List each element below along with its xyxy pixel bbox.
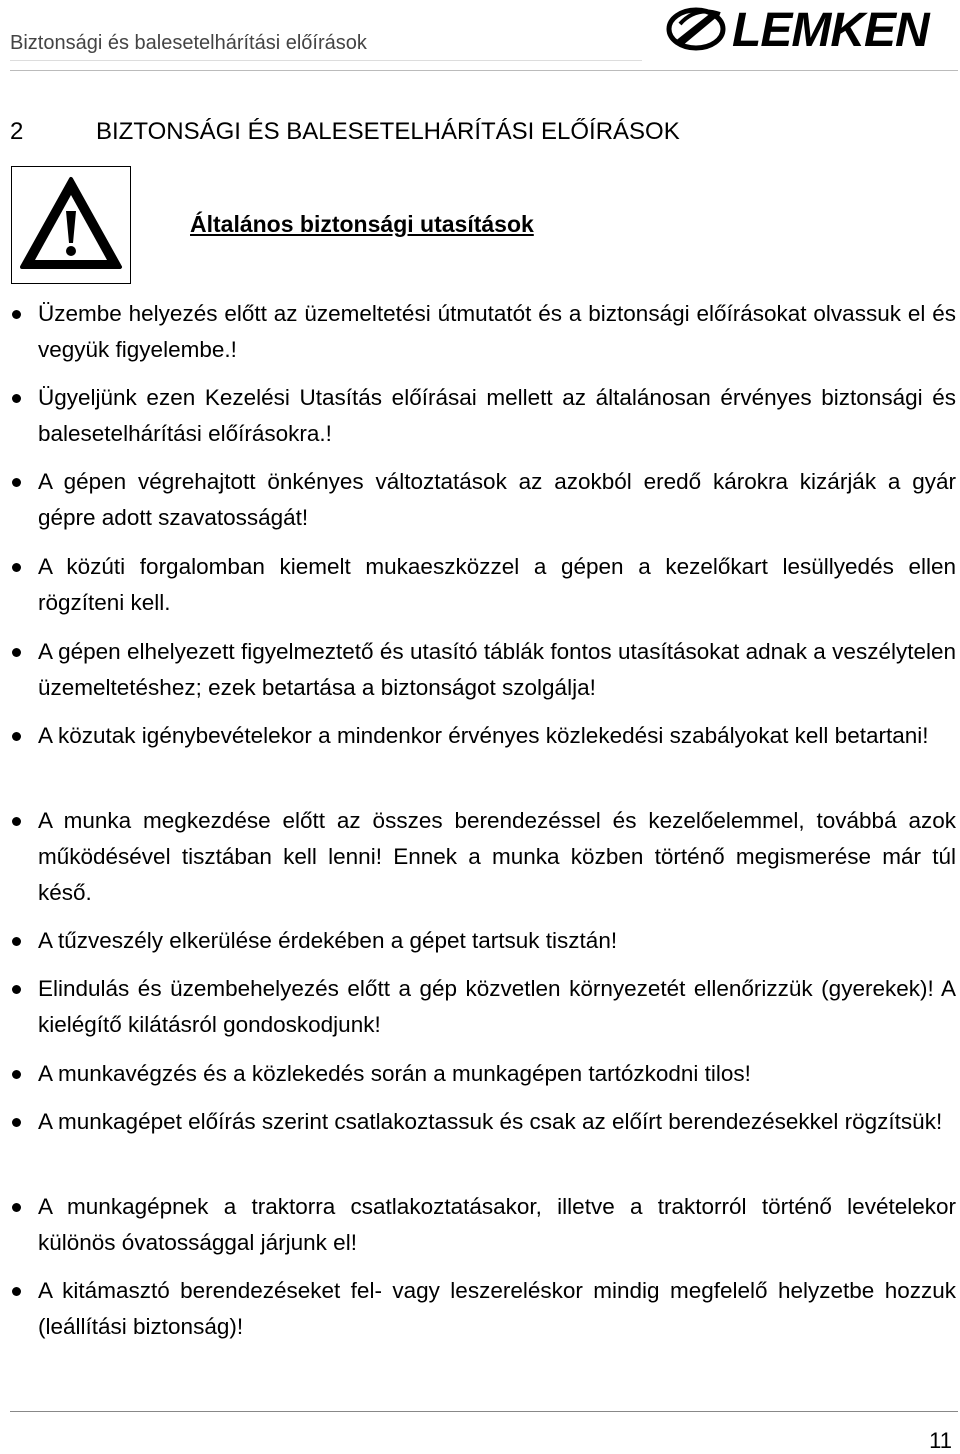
list-item: Elindulás és üzembehelyezés előtt a gép közvetlen környezetét ellenőrizzük (gyerekek)! A kielégítő kilátásról gondoskodjunk! bbox=[38, 971, 956, 1043]
lemken-logo bbox=[666, 2, 952, 54]
list-item: A közutak igénybevételekor a mindenkor érvényes közlekedési szabályokat kell betartani! bbox=[38, 718, 956, 754]
section-heading bbox=[10, 118, 680, 146]
running-header-title: Biztonsági és balesetelhárítási előírások bbox=[10, 32, 367, 54]
lemken-logo-icon bbox=[666, 2, 952, 54]
list-item: Üzembe helyezés előtt az üzemeltetési útmutatót és a biztonsági előírásokat olvassuk el és vegyük figyelembe.! bbox=[38, 296, 956, 368]
logo-wordmark: LEMKEN bbox=[732, 4, 929, 54]
footer-rule bbox=[10, 1411, 958, 1412]
list-item: A munkagépet előírás szerint csatlakoztassuk és csak az előírt berendezésekkel rögzítsük! bbox=[38, 1104, 956, 1140]
header-rule-inner bbox=[10, 60, 642, 61]
section-number: 2 bbox=[10, 118, 24, 145]
list-item: A közúti forgalomban kiemelt mukaeszközzel a gépen a kezelőkart lesüllyedés ellen rögzíteni kell. bbox=[38, 549, 956, 621]
section-title: BIZTONSÁGI ÉS BALESETELHÁRÍTÁSI ELŐÍRÁSOK bbox=[96, 118, 680, 145]
bullet-icon bbox=[12, 1287, 21, 1296]
bullet-icon bbox=[12, 1118, 21, 1127]
bullet-icon bbox=[12, 1070, 21, 1079]
bullet-icon bbox=[12, 1203, 21, 1212]
bullet-icon bbox=[12, 478, 21, 487]
header-rule bbox=[10, 70, 958, 71]
bullet-icon bbox=[12, 394, 21, 403]
bullet-icon bbox=[12, 817, 21, 826]
bullet-icon bbox=[12, 563, 21, 572]
bullet-icon bbox=[12, 937, 21, 946]
bullet-icon bbox=[12, 985, 21, 994]
list-item: Ügyeljünk ezen Kezelési Utasítás előírásai mellett az általánosan érvényes biztonsági és balesetelhárítási előírásokra.! bbox=[38, 380, 956, 452]
bullet-icon bbox=[12, 310, 21, 319]
warning-triangle-icon bbox=[18, 175, 124, 275]
list-item: A gépen elhelyezett figyelmeztető és utasító táblák fontos utasításokat adnak a veszélytelen üzemeltetéshez; ezek betartása a biztonságot szolgálja! bbox=[38, 634, 956, 706]
list-item: A kitámasztó berendezéseket fel- vagy leszereléskor mindig megfelelő helyzetbe hozzuk (leállítási biztonság)! bbox=[38, 1273, 956, 1345]
warning-sign bbox=[11, 166, 131, 284]
page-number: 11 bbox=[929, 1428, 952, 1453]
list-item: A munka megkezdése előtt az összes berendezéssel és kezelőelemmel, továbbá azok működésével tisztában kell lenni! Ennek a munka közben történő megismerése már túl késő. bbox=[38, 803, 956, 911]
bullet-icon bbox=[12, 648, 21, 657]
bullet-icon bbox=[12, 732, 21, 741]
list-item: A gépen végrehajtott önkényes változtatások az azokból eredő károkra kizárják a gyár gépre adott szavatosságát! bbox=[38, 464, 956, 536]
list-item: A munkavégzés és a közlekedés során a munkagépen tartózkodni tilos! bbox=[38, 1056, 956, 1092]
subheading-general-safety: Általános biztonsági utasítások bbox=[190, 211, 534, 237]
list-item: A munkagépnek a traktorra csatlakoztatásakor, illetve a traktorról történő levételekor különös óvatossággal járjunk el! bbox=[38, 1189, 956, 1261]
list-item: A tűzveszély elkerülése érdekében a gépet tartsuk tisztán! bbox=[38, 923, 956, 959]
